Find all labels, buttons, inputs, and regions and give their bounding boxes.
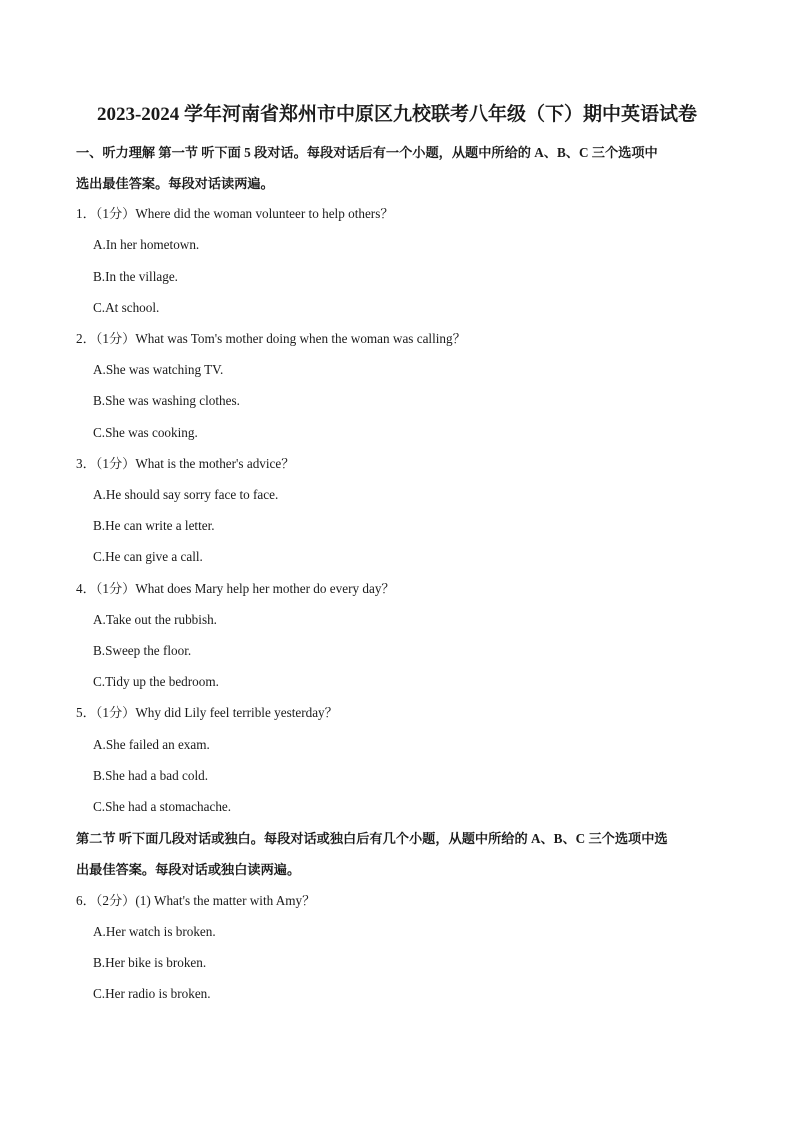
question-4-stem: 4．（1分）What does Mary help her mother do every day？ (76, 581, 395, 596)
question-5-option-c: C.She had a stomachache. (93, 799, 232, 814)
question-1-option-a: A.In her hometown. (93, 237, 200, 252)
page-title: 2023-2024 学年河南省郑州市中原区九校联考八年级（下）期中英语试卷 (96, 104, 698, 125)
question-1-stem: 1．（1分）Where did the woman volunteer to help others？ (76, 206, 394, 221)
question-2-option-b: B.She was washing clothes. (93, 393, 240, 408)
question-6-stem: 6．（2分）(1) What's the matter with Amy？ (76, 893, 316, 908)
question-1-option-c: C.At school. (93, 300, 160, 315)
question-2-stem: 2．（1分）What was Tom's mother doing when the woman was calling？ (76, 331, 466, 346)
question-3-option-c: C.He can give a call. (93, 549, 203, 564)
question-2-option-c: C.She was cooking. (93, 425, 198, 440)
question-2-option-a: A.She was watching TV. (93, 362, 224, 377)
question-6-option-c: C.Her radio is broken. (93, 986, 211, 1001)
question-3-option-b: B.He can write a letter. (93, 518, 215, 533)
question-6-option-a: A.Her watch is broken. (93, 924, 216, 939)
question-3-option-a: A.He should say sorry face to face. (93, 487, 279, 502)
question-5-stem: 5．（1分）Why did Lily feel terrible yesterday？ (76, 705, 338, 720)
section1-instruction-line1: 一、听力理解 第一节 听下面 5 段对话。每段对话后有一个小题，从题中所给的 A、B、C 三个选项中 (76, 145, 658, 160)
question-1-option-b: B.In the village. (93, 269, 178, 284)
section2-instruction-line1: 第二节 听下面几段对话或独白。每段对话或独白后有几个小题，从题中所给的 A、B、C 三个选项中选 (76, 831, 668, 846)
question-5-option-a: A.She failed an exam. (93, 737, 210, 752)
question-6-option-b: B.Her bike is broken. (93, 955, 207, 970)
section2-instruction-line2: 出最佳答案。每段对话或独白读两遍。 (76, 862, 301, 877)
question-4-option-a: A.Take out the rubbish. (93, 612, 217, 627)
question-4-option-b: B.Sweep the floor. (93, 643, 192, 658)
question-3-stem: 3．（1分）What is the mother's advice？ (76, 456, 295, 471)
section1-instruction-line2: 选出最佳答案。每段对话读两遍。 (76, 176, 274, 191)
question-5-option-b: B.She had a bad cold. (93, 768, 208, 783)
question-4-option-c: C.Tidy up the bedroom. (93, 674, 219, 689)
